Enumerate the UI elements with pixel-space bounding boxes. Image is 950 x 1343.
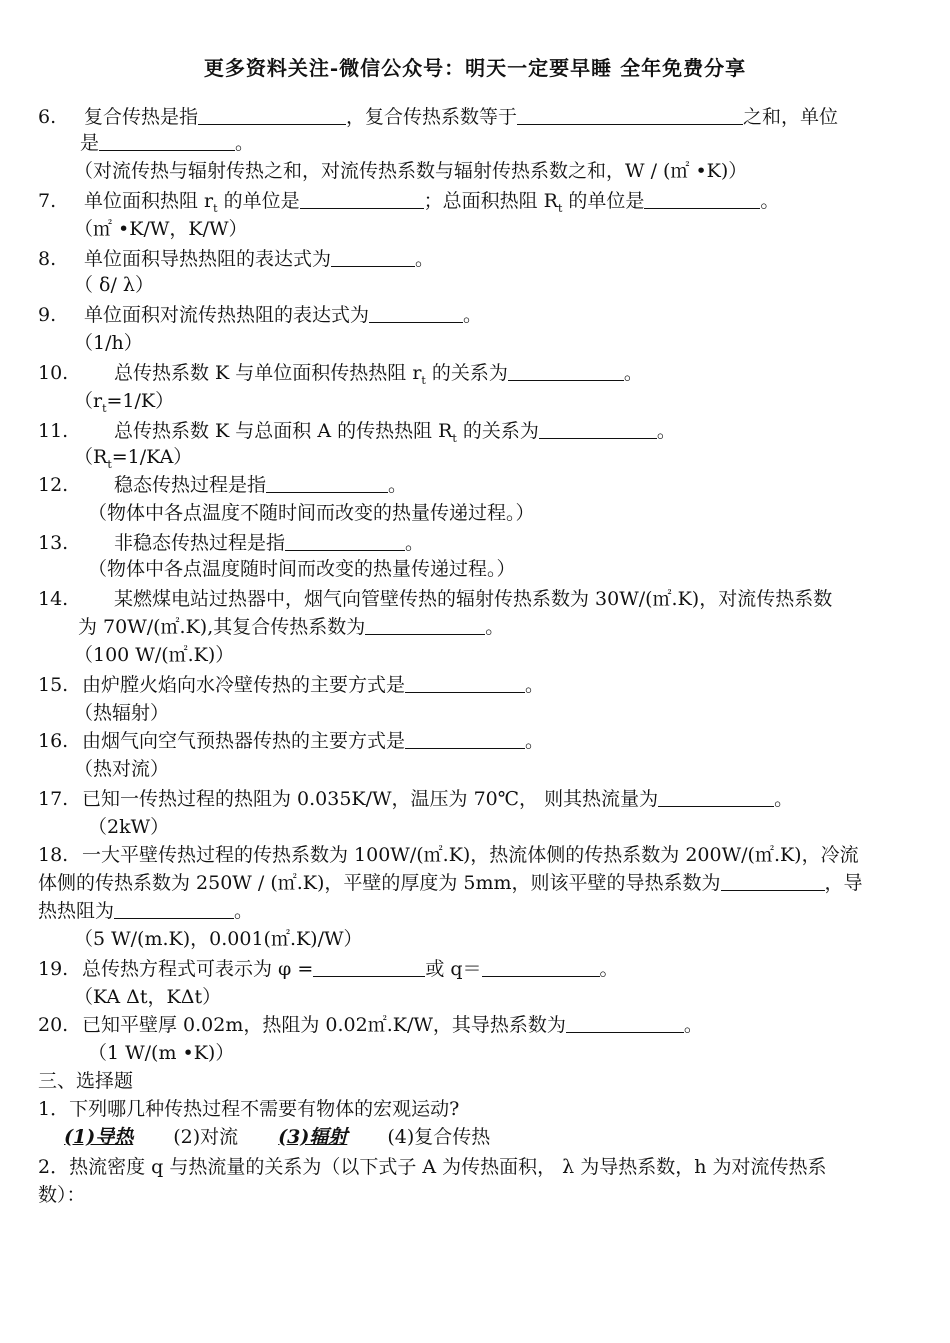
question-14 [38,586,832,612]
answer-18: （5 W/(m.K)，0.001(㎡.K)/W） [74,928,363,950]
question-number: 10. [38,362,69,384]
question-text: 由炉膛火焰向水冷壁传热的主要方式是 [82,674,406,696]
question-18-cont2 [38,898,253,924]
question-text: 非稳态传热过程是指 [114,532,286,554]
blank [114,898,234,919]
question-text: 。 [525,674,545,696]
question-16 [38,728,544,754]
question-text: 的关系为 [456,420,539,442]
question-text: 单位面积热阻 r [84,190,214,212]
question-number: 12. [38,474,69,496]
question-number: 8. [38,248,57,270]
question-text: 稳态传热过程是指 [114,474,267,496]
question-15 [38,672,544,698]
subscript: t [107,457,112,471]
blank [198,104,346,125]
answer-6: （对流传热与辐射传热之和，对流传热系数与辐射传热系数之和，W / (㎡ •K)） [74,160,748,182]
answer-9: （1/h） [74,332,143,354]
blank [658,786,774,807]
blank [99,130,235,151]
question-number: 13. [38,532,69,554]
subscript: t [102,401,107,415]
answer-16: （热对流） [74,758,170,780]
question-text: 总传热系数 K 与单位面积传热热阻 r [114,362,422,384]
blank [644,188,760,209]
answer-10 [74,388,174,422]
answer-12: （物体中各点温度不随时间而改变的热量传递过程。） [88,502,535,524]
question-number: 14. [38,588,69,610]
question-number: 20. [38,1014,69,1036]
subscript: t [452,431,457,445]
question-text: 的单位是 [217,190,300,212]
question-6 [38,104,838,130]
question-8 [38,246,434,272]
question-text: 复合传热是指 [84,106,199,128]
question-12 [38,472,407,498]
question-text: 。 [485,616,505,638]
question-text: 的单位是 [562,190,645,212]
question-text: 已知平壁厚 0.02m，热阻为 0.02㎡.K/W，其导热系数为 [82,1014,566,1036]
answer-7: （㎡ •K/W，K/W） [74,218,248,240]
question-text: 之和，单位 [743,106,839,128]
question-number: 19. [38,958,69,980]
question-text: 。 [760,190,780,212]
question-text: 。 [235,132,255,154]
question-text: 。 [525,730,545,752]
answer-15: （热辐射） [74,702,170,724]
blank [721,870,825,891]
question-9 [38,302,482,328]
blank [331,246,415,267]
answer-19: （KA Δt，KΔt） [74,986,222,1008]
answer-text: =1/KA） [111,446,193,468]
question-text: 。 [774,788,794,810]
question-text: 热热阻为 [38,900,115,922]
question-6-cont [80,130,254,156]
question-number: 18. [38,844,69,866]
question-number: 17. [38,788,69,810]
question-text: 总传热系数 K 与总面积 A 的传热热阻 R [114,420,453,442]
question-text: 。 [683,1014,703,1036]
blank [365,614,485,635]
blank [539,418,657,439]
question-number: 6. [38,106,57,128]
question-number: 9. [38,304,57,326]
section-title: 三、选择题 [38,1070,134,1092]
question-text: 单位面积对流传热热阻的表达式为 [84,304,370,326]
question-text: 已知一传热过程的热阻为 0.035K/W，温压为 70℃， 则其热流量为 [82,788,659,810]
blank [285,530,405,551]
question-text: 为 70W/(㎡.K),其复合传热系数为 [78,616,366,638]
question-text: 。 [415,248,435,270]
question-text: 。 [405,532,425,554]
answer-13: （物体中各点温度随时间而改变的热量传递过程。） [88,558,516,580]
mc-options-1 [64,1124,530,1150]
question-text: 由烟气向空气预热器传热的主要方式是 [82,730,406,752]
question-text: 。 [656,420,676,442]
question-14-cont [78,614,504,640]
answer-text: （r [74,390,103,412]
question-text: 。 [388,474,408,496]
mc-question-2-cont: 数）： [38,1184,86,1206]
blank [482,956,600,977]
blank [369,302,463,323]
option-3-selected: (3)辐射 [278,1126,348,1148]
question-text: 体侧的传热系数为 250W / (㎡.K)，平壁的厚度为 5mm，则该平壁的导热系数为 [38,872,721,894]
mc-question-1: 1．下列哪几种传热过程不需要有物体的宏观运动? [38,1098,460,1120]
answer-20: （1 W/(m •K)） [88,1042,235,1064]
question-text: 。 [623,362,643,384]
question-text: ；总面积热阻 R [423,190,558,212]
question-number: 7. [38,190,57,212]
question-text: 单位面积导热热阻的表达式为 [84,248,332,270]
page-header: 更多资料关注-微信公众号：明天一定要早睡 全年免费分享 [203,56,747,80]
subscript: t [421,373,426,387]
subscript: t [213,201,218,215]
blank [300,188,424,209]
blank [566,1012,684,1033]
question-number: 11. [38,420,69,442]
blank [517,104,743,125]
blank [405,672,525,693]
question-18-cont [38,870,863,896]
question-text: 是 [80,132,100,154]
question-text: 。 [463,304,483,326]
answer-text: （R [74,446,108,468]
question-text: 总传热方程式可表示为 φ = [82,958,314,980]
question-text: ，复合传热系数等于 [346,106,518,128]
blank [508,360,624,381]
question-text: 或 q＝ [425,958,482,980]
answer-14: （100 W/(㎡.K)） [74,644,235,666]
question-text: ，导 [824,872,863,894]
subscript: t [557,201,563,215]
question-text: 一大平壁传热过程的传热系数为 100W/(㎡.K)，热流体侧的传热系数为 200W/(㎡.K)，冷流 [82,844,859,866]
question-text: 。 [599,958,619,980]
answer-text: =1/K） [106,390,175,412]
question-number: 15. [38,674,69,696]
answer-17: （2kW） [88,816,170,838]
question-18 [38,842,859,868]
question-number: 16. [38,730,69,752]
question-text: 。 [234,900,254,922]
option-1-selected: (1)导热 [64,1126,134,1148]
blank [266,472,388,493]
question-17 [38,786,793,812]
option-2: (2)对流 [173,1126,239,1148]
question-13 [38,530,424,556]
blank [313,956,425,977]
question-20 [38,1012,703,1038]
answer-8: （ δ/ λ） [74,274,154,296]
option-4: (4)复合传热 [387,1126,491,1148]
blank [405,728,525,749]
question-19 [38,956,619,982]
question-text: 某燃煤电站过热器中，烟气向管壁传热的辐射传热系数为 30W/(㎡.K)，对流传热系数 [114,588,833,610]
question-text: 的关系为 [425,362,508,384]
mc-question-2: 2．热流密度 q 与热流量的关系为（以下式子 A 为传热面积， λ 为导热系数，h 为对流传热系 [38,1156,827,1178]
